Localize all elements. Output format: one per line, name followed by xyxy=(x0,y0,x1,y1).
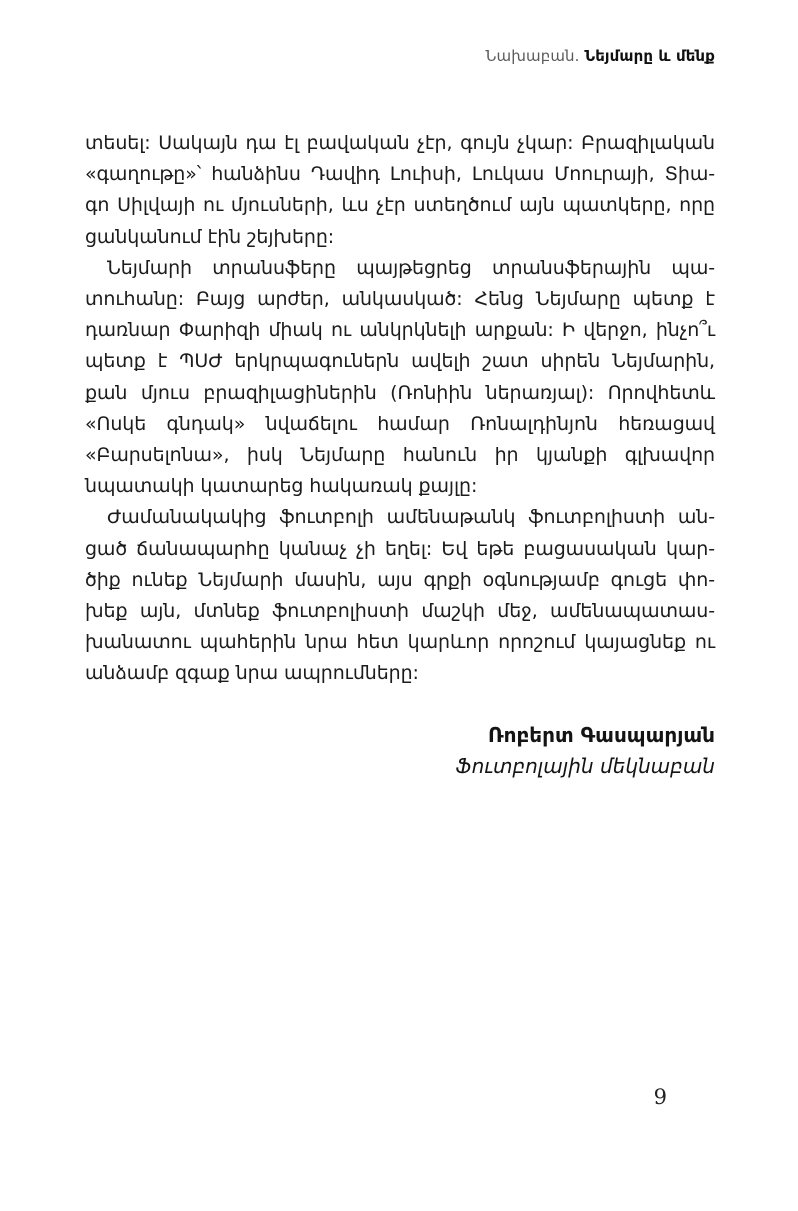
body-line: Ժամանակակից ֆուտբոլի ամենաթանկ ֆուտբոլիստի ան- xyxy=(107,506,715,529)
author-name: Ռոբերտ Գասպարյան xyxy=(488,723,715,747)
body-line: անձամբ զգաք նրա ապրումները: xyxy=(85,662,419,685)
author-role: Ֆուտբոլային մեկնաբան xyxy=(455,754,715,778)
page-number: 9 xyxy=(653,1085,667,1109)
body-line: «Ոսկե գնդակ» նվաճելու համար Ռոնալդինյոն հեռացավ xyxy=(85,412,715,435)
body-line: գո Սիլվայի ու մյուսների, ևս չէր ստեղծում այն պատկերը, որը xyxy=(85,194,715,217)
body-line: ցանկանում էին շեյխերը: xyxy=(85,225,335,248)
body-line: պետք է ՊՍԺ երկրպագուներն ավելի շատ սիրեն Նեյմարին, xyxy=(85,350,715,373)
body-line: քան մյուս բրազիլացիներին (Ռոնիին ներառյալ): Որովհետև xyxy=(85,381,715,404)
body-line: ցած ճանապարհը կանաչ չի եղել: Եվ եթե բացասական կար- xyxy=(85,537,715,560)
body-line: նպատակի կատարեց հակառակ քայլը: xyxy=(85,475,478,498)
body-line: «գաղութը»՝ հանձինս Դավիդ Լուիսի, Լուկաս Մոուրայի, Տիա- xyxy=(85,163,715,186)
header-book-title: Նեյմարը և մենք xyxy=(584,47,715,65)
body-line: ծիք ունեք Նեյմարի մասին, այս գրքի օգնությամբ գուցե փո- xyxy=(85,568,715,591)
body-line: դառնար Փարիզի միակ ու անկրկնելի արքան: Ի վերջո, ինչո՞ւ xyxy=(85,319,715,342)
body-line: Նեյմարի տրանսֆերը պայթեցրեց տրանսֆերային պա- xyxy=(107,256,715,279)
paragraph xyxy=(85,128,715,253)
running-header xyxy=(85,47,715,65)
body-line: խեք այն, մտնեք ֆուտբոլիստի մաշկի մեջ, ամենապատաս- xyxy=(85,600,715,623)
header-chapter-label: Նախաբան. xyxy=(485,47,580,65)
body-line: խանատու պահերին նրա հետ կարևոր որոշում կայացնեք ու xyxy=(85,631,715,654)
body-line: «Բարսելոնա», իսկ Նեյմարը հանուն իր կյանքի գլխավոր xyxy=(85,444,715,467)
body-text-block xyxy=(85,128,715,690)
paragraph xyxy=(85,502,715,689)
body-line: տեսել: Սակայն դա էլ բավական չէր, գույն չկար: Բրազիլական xyxy=(85,132,715,154)
body-line: տուհանը: Բայց արժեր, անկասկած: Հենց Նեյմարը պետք է xyxy=(85,288,715,311)
paragraph xyxy=(85,253,715,503)
signature-block xyxy=(85,720,715,782)
